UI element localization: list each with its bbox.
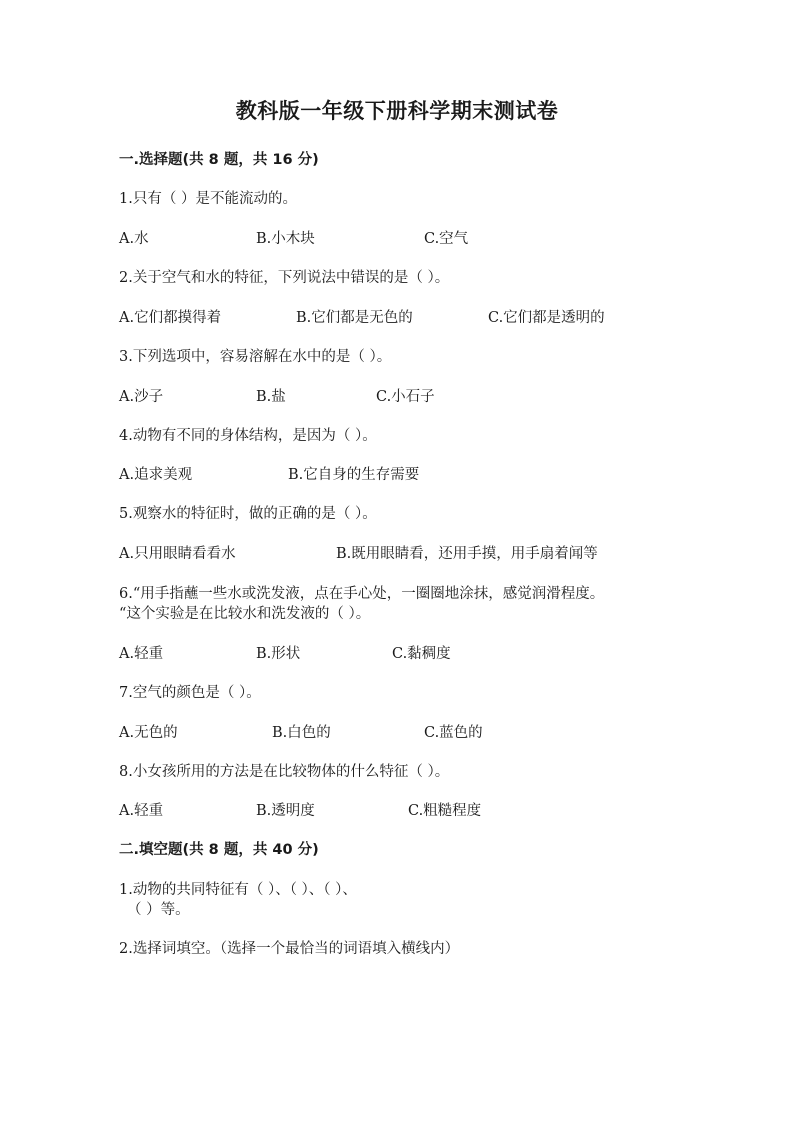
option-b: B.透明度 bbox=[256, 803, 315, 819]
question-stem: 8.小女孩所用的方法是在比较物体的什么特征（ ）。 bbox=[119, 764, 450, 780]
question-stem: 1.只有（ ）是不能流动的。 bbox=[119, 191, 297, 207]
option-b: B.白色的 bbox=[272, 725, 331, 741]
section-heading-choice: 一.选择题(共 8 题，共 16 分) bbox=[119, 152, 319, 168]
option-a: A.轻重 bbox=[119, 646, 164, 662]
option-b: B.它们都是无色的 bbox=[296, 310, 413, 326]
option-b: B.既用眼睛看，还用手摸，用手扇着闻等 bbox=[336, 546, 598, 562]
option-b: B.盐 bbox=[256, 389, 286, 405]
option-a: A.无色的 bbox=[119, 725, 178, 741]
page-title: 教科版一年级下册科学期末测试卷 bbox=[235, 99, 559, 123]
fill-question-stem-continued: （ ）等。 bbox=[127, 902, 190, 918]
option-a: A.它们都摸得着 bbox=[119, 310, 222, 326]
option-a: A.追求美观 bbox=[119, 467, 193, 483]
fill-question-stem: 2.选择词填空。（选择一个最恰当的词语填入横线内） bbox=[119, 941, 460, 957]
question-stem-continued: “这个实验是在比较水和洗发液的（ ）。 bbox=[119, 606, 371, 622]
option-b: B.形状 bbox=[256, 646, 301, 662]
option-a: A.只用眼睛看看水 bbox=[119, 546, 236, 562]
option-c: C.黏稠度 bbox=[392, 646, 451, 662]
option-a: A.沙子 bbox=[119, 389, 164, 405]
question-stem: 6.“用手指蘸一些水或洗发液，点在手心处，一圈圈地涂抹，感觉润滑程度。 bbox=[119, 586, 605, 602]
question-stem: 7.空气的颜色是（ ）。 bbox=[119, 685, 261, 701]
question-stem: 5.观察水的特征时，做的正确的是（ ）。 bbox=[119, 506, 377, 522]
option-a: A.轻重 bbox=[119, 803, 164, 819]
section-heading-fill: 二.填空题(共 8 题，共 40 分) bbox=[119, 842, 319, 858]
question-stem: 3.下列选项中，容易溶解在水中的是（ ）。 bbox=[119, 349, 392, 365]
option-b: B.小木块 bbox=[256, 231, 315, 247]
option-c: C.空气 bbox=[424, 231, 469, 247]
option-c: C.蓝色的 bbox=[424, 725, 483, 741]
question-stem: 4.动物有不同的身体结构，是因为（ ）。 bbox=[119, 428, 377, 444]
option-c: C.粗糙程度 bbox=[408, 803, 482, 819]
option-a: A.水 bbox=[119, 231, 149, 247]
option-b: B.它自身的生存需要 bbox=[288, 467, 420, 483]
question-stem: 2.关于空气和水的特征，下列说法中错误的是（ ）。 bbox=[119, 270, 450, 286]
option-c: C.它们都是透明的 bbox=[488, 310, 605, 326]
fill-question-stem: 1.动物的共同特征有（ ）、（ ）、（ ）、 bbox=[119, 882, 357, 898]
option-c: C.小石子 bbox=[376, 389, 435, 405]
